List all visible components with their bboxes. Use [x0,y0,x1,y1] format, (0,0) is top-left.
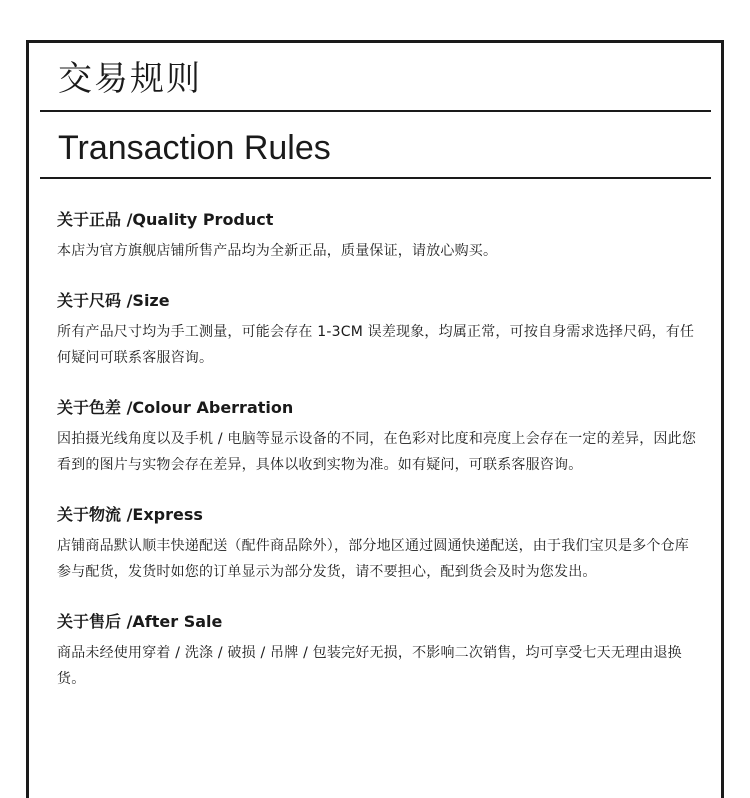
title-divider [40,110,711,112]
frame-top-border [26,40,724,43]
rule-express [57,503,697,585]
rule-heading: 关于正品 /Quality Product [57,210,274,229]
rule-body: 店铺商品默认顺丰快递配送（配件商品除外），部分地区通过圆通快递配送，由于我们宝贝是多个仓库参与配货，发货时如您的订单显示为部分发货，请不要担心，配到货会及时为您发出。 [57,538,689,580]
frame-right-border [721,40,724,798]
rule-quality-product [57,208,697,264]
frame-left-border [26,40,29,798]
rule-heading: 关于尺码 /Size [57,291,170,310]
rule-heading: 关于色差 /Colour Aberration [57,398,294,417]
rule-body: 所有产品尺寸均为手工测量，可能会存在 1-3CM 误差现象，均属正常，可按自身需求选择尺码，有任何疑问可联系客服咨询。 [57,324,695,366]
rule-heading: 关于售后 /After Sale [57,612,223,631]
rule-body: 本店为官方旗舰店铺所售产品均为全新正品，质量保证，请放心购买。 [57,243,498,259]
rule-colour-aberration [57,396,697,478]
rule-body: 商品未经使用穿着 / 洗涤 / 破损 / 吊牌 / 包装完好无损，不影响二次销售，均可享受七天无理由退换货。 [57,645,682,687]
page-title-en: Transaction Rules [58,129,331,167]
header-divider [40,177,711,179]
rule-heading: 关于物流 /Express [57,505,203,524]
rule-size [57,289,697,371]
rule-after-sale [57,610,697,692]
rule-body: 因拍摄光线角度以及手机 / 电脑等显示设备的不同，在色彩对比度和亮度上会存在一定的差异，因此您看到的图片与实物会存在差异，具体以收到实物为准。如有疑问，可联系客服咨询。 [57,431,697,473]
page-title-cn: 交易规则 [58,59,202,99]
rules-list [57,208,697,717]
